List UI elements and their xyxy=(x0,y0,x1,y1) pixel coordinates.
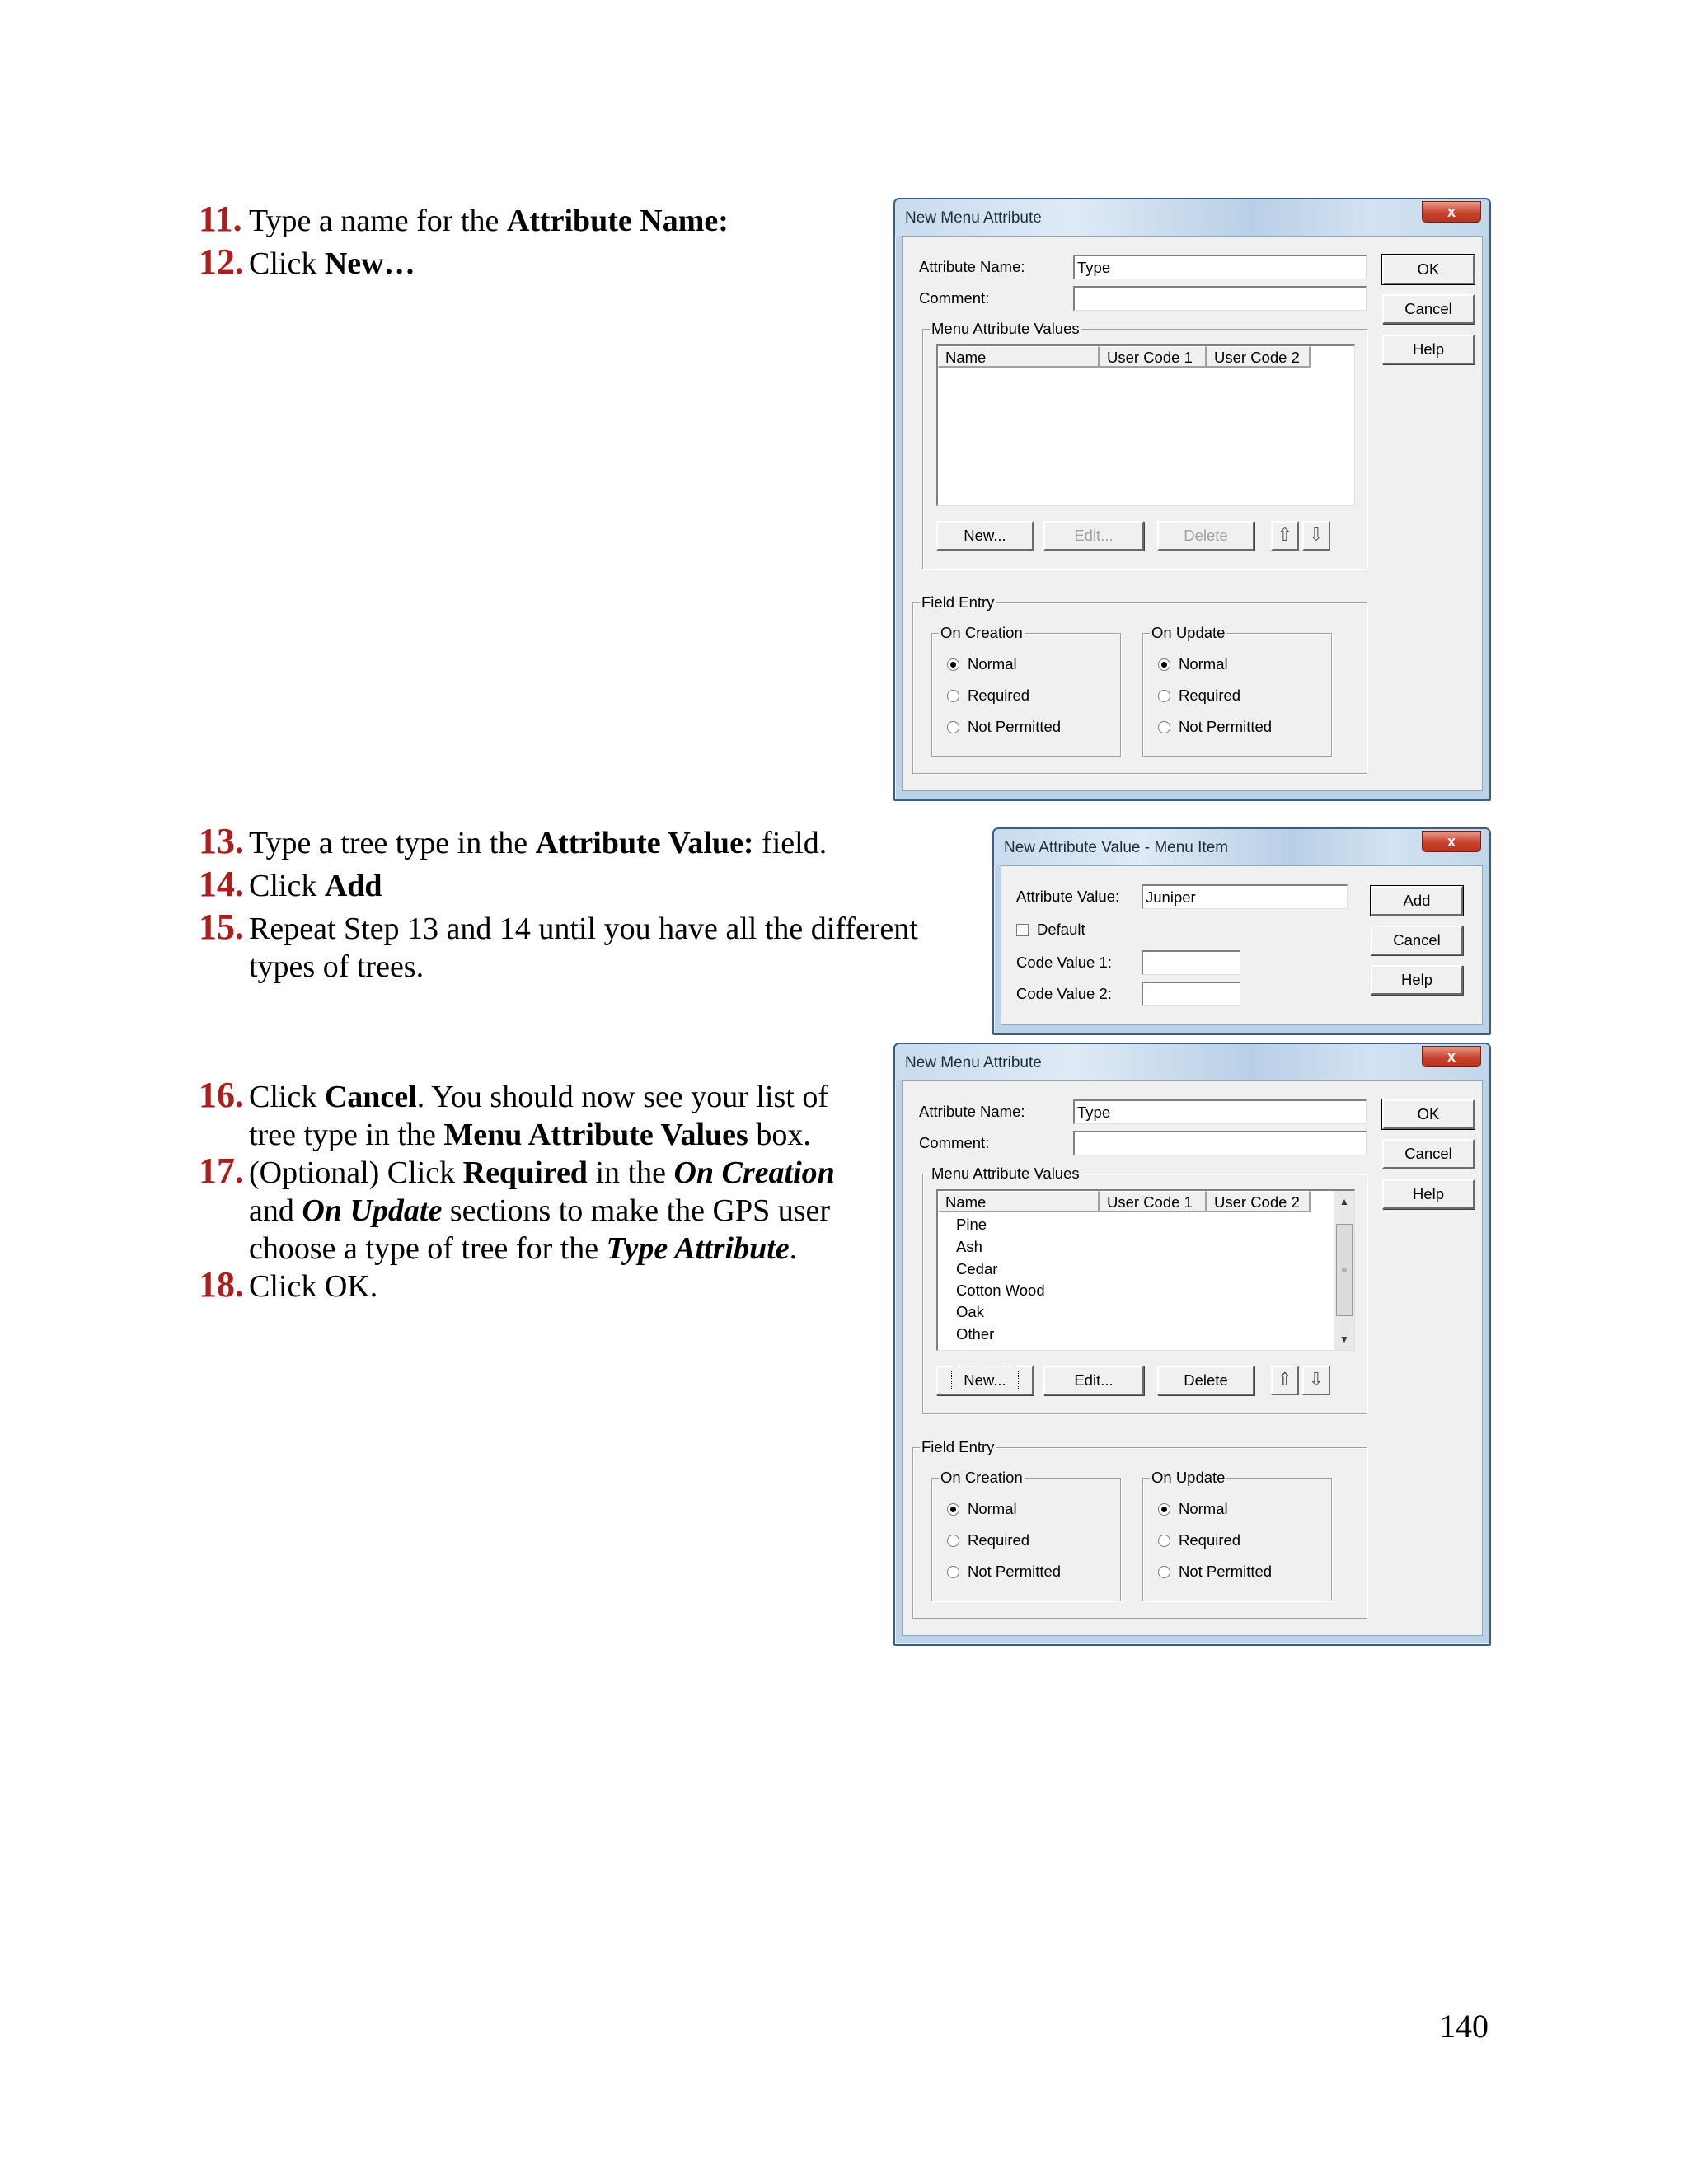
step-15: 15. Repeat Step 13 and 14 until you have all the different types of trees. xyxy=(199,907,918,984)
close-button[interactable]: x xyxy=(1422,1046,1481,1067)
new-button[interactable]: New... xyxy=(936,521,1034,551)
step-17: 17. (Optional) Click Required in the On Creation and On Update sections to make the GPS user choose a type of tree for the Type Attribute. xyxy=(199,1151,835,1266)
radio-icon xyxy=(1158,1535,1170,1547)
close-button[interactable]: x xyxy=(1422,201,1481,223)
radio-selected-icon xyxy=(1158,1503,1170,1516)
comment-field[interactable] xyxy=(1073,286,1367,311)
title-bar xyxy=(895,1044,1489,1080)
code-value-2-field[interactable] xyxy=(1142,982,1240,1006)
code-value-2-label: Code Value 2: xyxy=(1016,985,1112,1002)
on-update-not-permitted-radio[interactable]: Not Permitted xyxy=(1158,718,1272,736)
step-12: 12. Click New… xyxy=(199,241,415,282)
new-menu-attribute-dialog xyxy=(893,198,1491,801)
on-creation-not-permitted-radio[interactable]: Not Permitted xyxy=(947,718,1061,736)
list-item[interactable]: Ash xyxy=(956,1238,982,1255)
title-bar xyxy=(994,829,1489,865)
radio-icon xyxy=(1158,721,1170,733)
steps-group-1 xyxy=(199,199,891,283)
edit-button[interactable]: Edit... xyxy=(1043,521,1144,551)
on-creation-group xyxy=(931,1469,1121,1601)
radio-selected-icon xyxy=(947,1503,959,1516)
on-update-group xyxy=(1142,1469,1332,1601)
dialog-body xyxy=(902,1080,1483,1636)
scroll-down-icon[interactable]: ▼ xyxy=(1339,1333,1349,1345)
move-down-arrow-icon[interactable]: ⇩ xyxy=(1302,1366,1330,1395)
radio-selected-icon xyxy=(1158,658,1170,671)
list-item[interactable]: Cotton Wood xyxy=(956,1282,1045,1299)
group-legend: On Creation xyxy=(940,624,1023,641)
title-bar xyxy=(895,199,1489,236)
steps-group-3 xyxy=(199,1075,883,1305)
on-creation-required-radio[interactable]: Required xyxy=(947,1531,1029,1549)
radio-icon xyxy=(1158,1566,1170,1578)
attribute-name-label: Attribute Name: xyxy=(919,258,1025,275)
list-item[interactable]: Pine xyxy=(956,1216,987,1233)
delete-button[interactable]: Delete xyxy=(1157,521,1254,551)
close-button[interactable]: x xyxy=(1422,831,1481,852)
add-button[interactable]: Add xyxy=(1371,886,1463,916)
group-legend: Field Entry xyxy=(921,593,995,611)
radio-icon xyxy=(947,1566,959,1578)
attribute-values-list[interactable] xyxy=(936,344,1355,506)
step-number: 14. xyxy=(199,864,244,904)
dialog-body xyxy=(902,236,1483,791)
radio-selected-icon xyxy=(947,658,959,671)
dialog-title: New Attribute Value - Menu Item xyxy=(1004,839,1229,856)
cancel-button[interactable]: Cancel xyxy=(1371,926,1463,955)
list-item[interactable]: Other xyxy=(956,1325,995,1343)
group-legend: Field Entry xyxy=(921,1438,995,1455)
code-value-1-label: Code Value 1: xyxy=(1016,954,1112,971)
attribute-value-field[interactable]: Juniper xyxy=(1142,884,1348,909)
new-button[interactable]: New... xyxy=(936,1366,1034,1395)
move-up-arrow-icon[interactable]: ⇧ xyxy=(1271,521,1299,551)
list-item[interactable]: Cedar xyxy=(956,1260,998,1277)
field-entry-group xyxy=(912,1438,1367,1619)
dialog-title: New Menu Attribute xyxy=(905,1054,1042,1071)
column-header-user-code-2[interactable]: User Code 2 xyxy=(1207,1191,1311,1212)
on-update-required-radio[interactable]: Required xyxy=(1158,687,1240,705)
step-number: 12. xyxy=(199,241,244,282)
scroll-up-icon[interactable]: ▲ xyxy=(1339,1196,1349,1207)
group-legend: Menu Attribute Values xyxy=(931,1165,1080,1182)
step-number: 13. xyxy=(199,821,244,861)
move-up-arrow-icon[interactable]: ⇧ xyxy=(1271,1366,1299,1395)
step-11: 11. Type a name for the Attribute Name: xyxy=(199,199,729,239)
list-item[interactable]: Oak xyxy=(956,1303,984,1320)
menu-attribute-values-group xyxy=(922,1165,1367,1414)
page-number: 140 xyxy=(1439,2008,1489,2045)
ok-button[interactable]: OK xyxy=(1382,255,1475,284)
default-checkbox[interactable]: Default xyxy=(1016,921,1085,939)
radio-icon xyxy=(947,721,959,733)
comment-label: Comment: xyxy=(919,289,990,307)
step-number: 17. xyxy=(199,1151,244,1191)
step-number: 11. xyxy=(199,199,242,239)
move-down-arrow-icon[interactable]: ⇩ xyxy=(1302,521,1330,551)
radio-icon xyxy=(947,690,959,702)
step-16: 16. Click Cancel. You should now see your list of tree type in the Menu Attribute Values box. xyxy=(199,1075,829,1152)
attribute-values-list[interactable] xyxy=(936,1189,1355,1351)
attribute-value-label: Attribute Value: xyxy=(1016,888,1120,905)
ok-button[interactable]: OK xyxy=(1382,1099,1475,1129)
step-14: 14. Click Add xyxy=(199,864,382,904)
step-13: 13. Type a tree type in the Attribute Value: field. xyxy=(199,821,828,861)
attribute-name-label: Attribute Name: xyxy=(919,1103,1025,1120)
new-attribute-value-dialog xyxy=(992,827,1491,1035)
step-number: 15. xyxy=(199,907,244,947)
step-number: 16. xyxy=(199,1075,244,1115)
menu-attribute-values-group xyxy=(922,320,1367,569)
attribute-name-field[interactable]: Type xyxy=(1073,1099,1367,1124)
cancel-button[interactable]: Cancel xyxy=(1382,1139,1475,1169)
on-update-normal-radio[interactable]: Normal xyxy=(1158,1500,1228,1518)
on-update-required-radio[interactable]: Required xyxy=(1158,1531,1240,1549)
step-number: 18. xyxy=(199,1264,244,1305)
new-menu-attribute-dialog-populated xyxy=(893,1043,1491,1646)
column-header-user-code-1[interactable]: User Code 1 xyxy=(1100,1191,1207,1212)
radio-icon xyxy=(947,1535,959,1547)
on-creation-not-permitted-radio[interactable]: Not Permitted xyxy=(947,1563,1061,1581)
on-creation-required-radio[interactable]: Required xyxy=(947,687,1029,705)
code-value-1-field[interactable] xyxy=(1142,950,1240,975)
vertical-scrollbar[interactable] xyxy=(1334,1191,1354,1350)
field-entry-group xyxy=(912,593,1367,774)
scrollbar-thumb[interactable]: ≡ xyxy=(1336,1224,1353,1316)
group-legend: On Update xyxy=(1151,624,1226,641)
on-creation-normal-radio[interactable]: Normal xyxy=(947,1500,1017,1518)
comment-field[interactable] xyxy=(1073,1131,1367,1155)
help-button[interactable]: Help xyxy=(1382,335,1475,364)
column-header-name[interactable]: Name xyxy=(938,1191,1100,1212)
radio-icon xyxy=(1158,690,1170,702)
delete-button[interactable]: Delete xyxy=(1157,1366,1254,1395)
column-header-user-code-2[interactable]: User Code 2 xyxy=(1207,346,1311,368)
dialog-body xyxy=(1001,865,1483,1025)
edit-button[interactable]: Edit... xyxy=(1043,1366,1144,1395)
group-legend: Menu Attribute Values xyxy=(931,320,1080,337)
on-update-normal-radio[interactable]: Normal xyxy=(1158,655,1228,673)
help-button[interactable]: Help xyxy=(1371,965,1463,995)
attribute-name-field[interactable]: Type xyxy=(1073,255,1367,279)
column-header-user-code-1[interactable]: User Code 1 xyxy=(1100,346,1207,368)
help-button[interactable]: Help xyxy=(1382,1179,1475,1209)
column-header-name[interactable]: Name xyxy=(938,346,1100,368)
step-18: 18. Click OK. xyxy=(199,1264,378,1305)
dialog-title: New Menu Attribute xyxy=(905,209,1042,227)
group-legend: On Update xyxy=(1151,1469,1226,1486)
on-creation-group xyxy=(931,624,1121,757)
checkbox-icon xyxy=(1016,924,1029,936)
on-creation-normal-radio[interactable]: Normal xyxy=(947,655,1017,673)
comment-label: Comment: xyxy=(919,1134,990,1151)
group-legend: On Creation xyxy=(940,1469,1023,1486)
on-update-group xyxy=(1142,624,1332,757)
cancel-button[interactable]: Cancel xyxy=(1382,294,1475,324)
on-update-not-permitted-radio[interactable]: Not Permitted xyxy=(1158,1563,1272,1581)
steps-group-2 xyxy=(199,821,965,986)
